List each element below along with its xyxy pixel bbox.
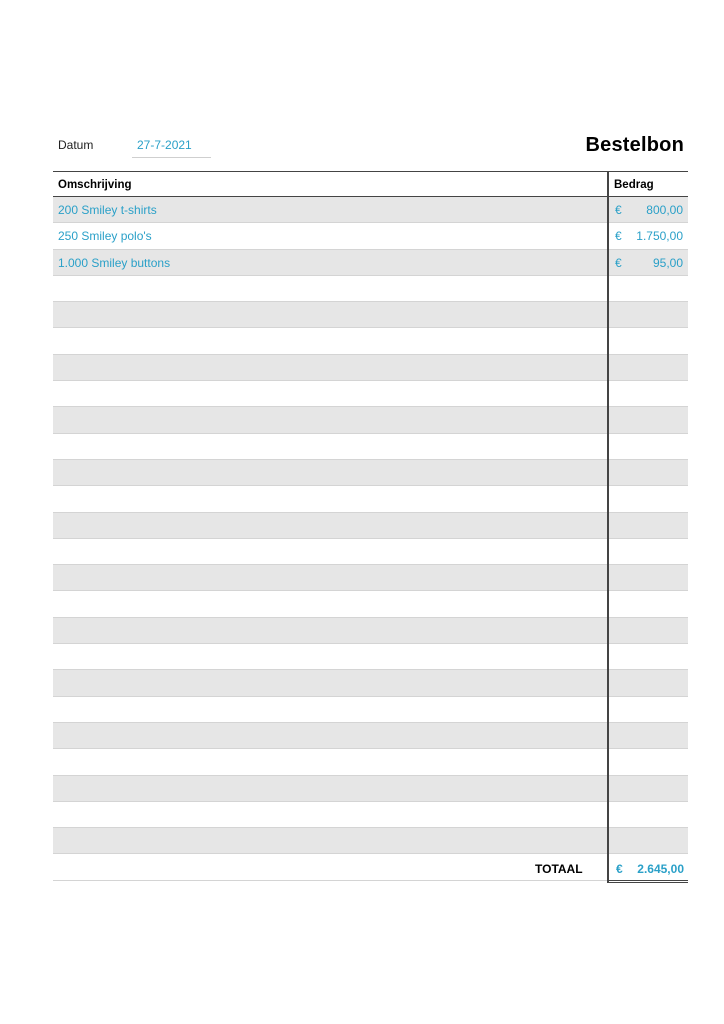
table-row[interactable] [53,250,688,276]
row-currency: € [615,229,622,244]
table-row[interactable] [53,539,688,565]
table-row[interactable] [53,302,688,328]
row-amount[interactable]: 800,00 [646,203,683,217]
header-amount: Bedrag [614,179,654,191]
table-row[interactable] [53,197,688,223]
row-amount[interactable]: 1.750,00 [636,229,683,244]
row-amount[interactable]: 95,00 [652,255,683,270]
table-row[interactable] [53,723,688,749]
total-amount: 2.645,00 [637,862,684,876]
date-label: Datum [58,138,94,152]
table-body [53,197,688,881]
row-currency: € [615,203,622,217]
table-row[interactable] [53,565,688,591]
table-row[interactable] [53,591,688,617]
table-row[interactable] [53,513,688,539]
header-description: Omschrijving [58,179,132,191]
table-row[interactable] [53,828,688,854]
order-table [53,171,688,881]
document-title: Bestelbon [585,134,684,156]
table-row[interactable] [53,223,688,249]
table-row[interactable] [53,355,688,381]
table-row[interactable] [53,328,688,354]
date-field[interactable]: 27-7-2021 [132,136,211,158]
table-row[interactable] [53,486,688,512]
total-currency: € [616,862,623,876]
table-row[interactable] [53,644,688,670]
table-row[interactable] [53,776,688,802]
table-row[interactable] [53,460,688,486]
table-row[interactable] [53,854,688,880]
table-row[interactable] [53,276,688,302]
table-header [53,171,688,197]
table-row[interactable] [53,697,688,723]
table-row[interactable] [53,381,688,407]
table-row[interactable] [53,434,688,460]
total-cell[interactable] [608,856,688,883]
table-row[interactable] [53,802,688,828]
row-description[interactable]: 250 Smiley polo's [58,229,152,244]
row-description[interactable]: 1.000 Smiley buttons [58,255,171,270]
table-row[interactable] [53,407,688,433]
row-currency: € [615,255,622,270]
row-description[interactable]: 200 Smiley t-shirts [58,203,157,217]
column-divider [607,171,609,883]
table-row[interactable] [53,670,688,696]
total-label: TOTAAL [535,862,583,876]
table-row[interactable] [53,749,688,775]
table-row[interactable] [53,618,688,644]
